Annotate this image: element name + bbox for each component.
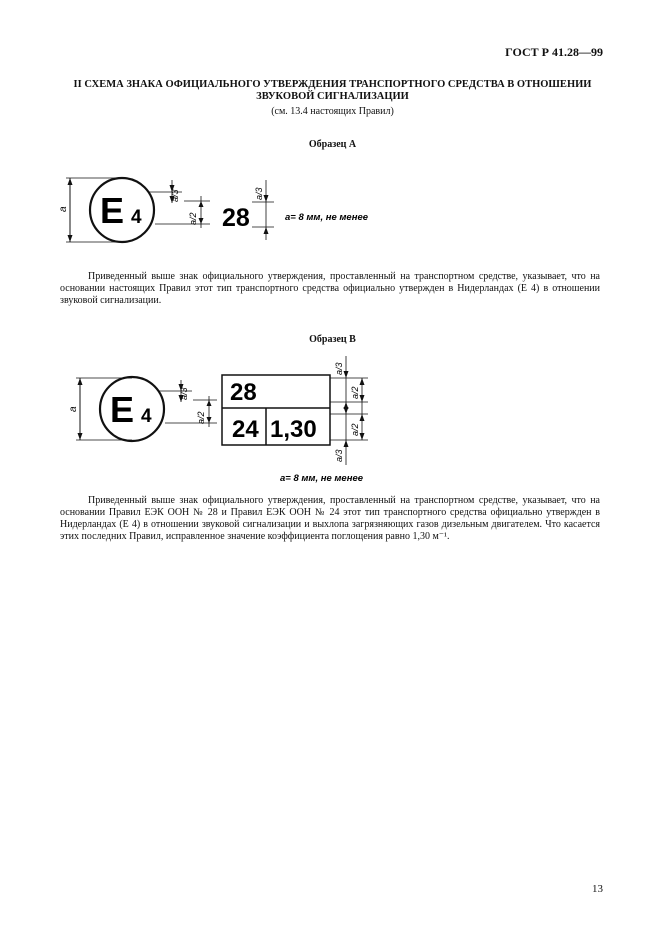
sample-b-caption: Образец B bbox=[309, 334, 356, 345]
sample-a-mark-number: 4 bbox=[131, 207, 142, 228]
sample-a-paragraph: Приведенный выше знак официального утверждения, проставленный на транспортном средстве, указывает, что на основании настоящих Правил этот тип транспортного средства официально утвержден в Нидерландах (E 4) в отношении звуковой сигнализации. bbox=[60, 271, 600, 306]
sample-b-paragraph: Приведенный выше знак официального утверждения, проставленный на транспортном средстве, указывает, что на основании Правил ЕЭК ООН № 28 и Правил ЕЭК ООН № 24 этот тип транспортного средства официально утвержден в Нидерландах (E 4) в отношении звуковой сигнализации и выхлопа загрязняющих газов дизельным двигателем. Что касается этих последних Правил, исправленное значение коэффициента поглощения равно 1,30 м⁻¹. bbox=[60, 495, 600, 542]
sample-b-dim-a2-top: a/2 bbox=[350, 386, 360, 399]
sample-b-box-bottom-right: 1,30 bbox=[270, 416, 317, 443]
sample-b-figure bbox=[68, 356, 368, 484]
sample-a-caption: Образец A bbox=[308, 139, 357, 150]
sample-a-figure bbox=[58, 178, 369, 242]
page-number: 13 bbox=[592, 883, 603, 895]
sample-a-note: a= 8 мм, не менее bbox=[285, 212, 369, 223]
sample-b-dim-a3-mark: a/3 bbox=[179, 387, 189, 400]
sample-b-mark-letter: E bbox=[110, 389, 135, 430]
sample-b-dim-a2-bottom: a/2 bbox=[350, 423, 360, 436]
sample-b-dim-a3-top: a/3 bbox=[334, 362, 344, 375]
sample-b-mark-number: 4 bbox=[141, 406, 152, 427]
section-subtitle: (см. 13.4 настоящих Правил) bbox=[271, 106, 394, 117]
sample-b-box-bottom-left: 24 bbox=[232, 416, 259, 443]
sample-b-box-top: 28 bbox=[230, 379, 257, 406]
sample-b-dim-a2: a/2 bbox=[196, 411, 206, 424]
section-title-line1: II СХЕМА ЗНАКА ОФИЦИАЛЬНОГО УТВЕРЖДЕНИЯ ТРАНСПОРТНОГО СРЕДСТВА В ОТНОШЕНИИ bbox=[73, 79, 592, 90]
sample-b-dim-a3-bottom: a/3 bbox=[334, 449, 344, 462]
sample-b-note: a= 8 мм, не менее bbox=[280, 473, 364, 484]
sample-a-dim-a2: a/2 bbox=[188, 212, 198, 225]
sample-b-dim-a: a bbox=[68, 406, 79, 412]
document-code: ГОСТ Р 41.28—99 bbox=[505, 45, 603, 59]
sample-a-reg-number: 28 bbox=[222, 204, 250, 232]
section-title-line2: ЗВУКОВОЙ СИГНАЛИЗАЦИИ bbox=[256, 91, 409, 102]
sample-a-dim-a3-number: a/3 bbox=[254, 187, 264, 200]
sample-a-dim-a: a bbox=[58, 206, 69, 212]
sample-a-mark-letter: E bbox=[100, 190, 125, 231]
sample-a-dim-a3-mark: a/3 bbox=[170, 189, 180, 202]
